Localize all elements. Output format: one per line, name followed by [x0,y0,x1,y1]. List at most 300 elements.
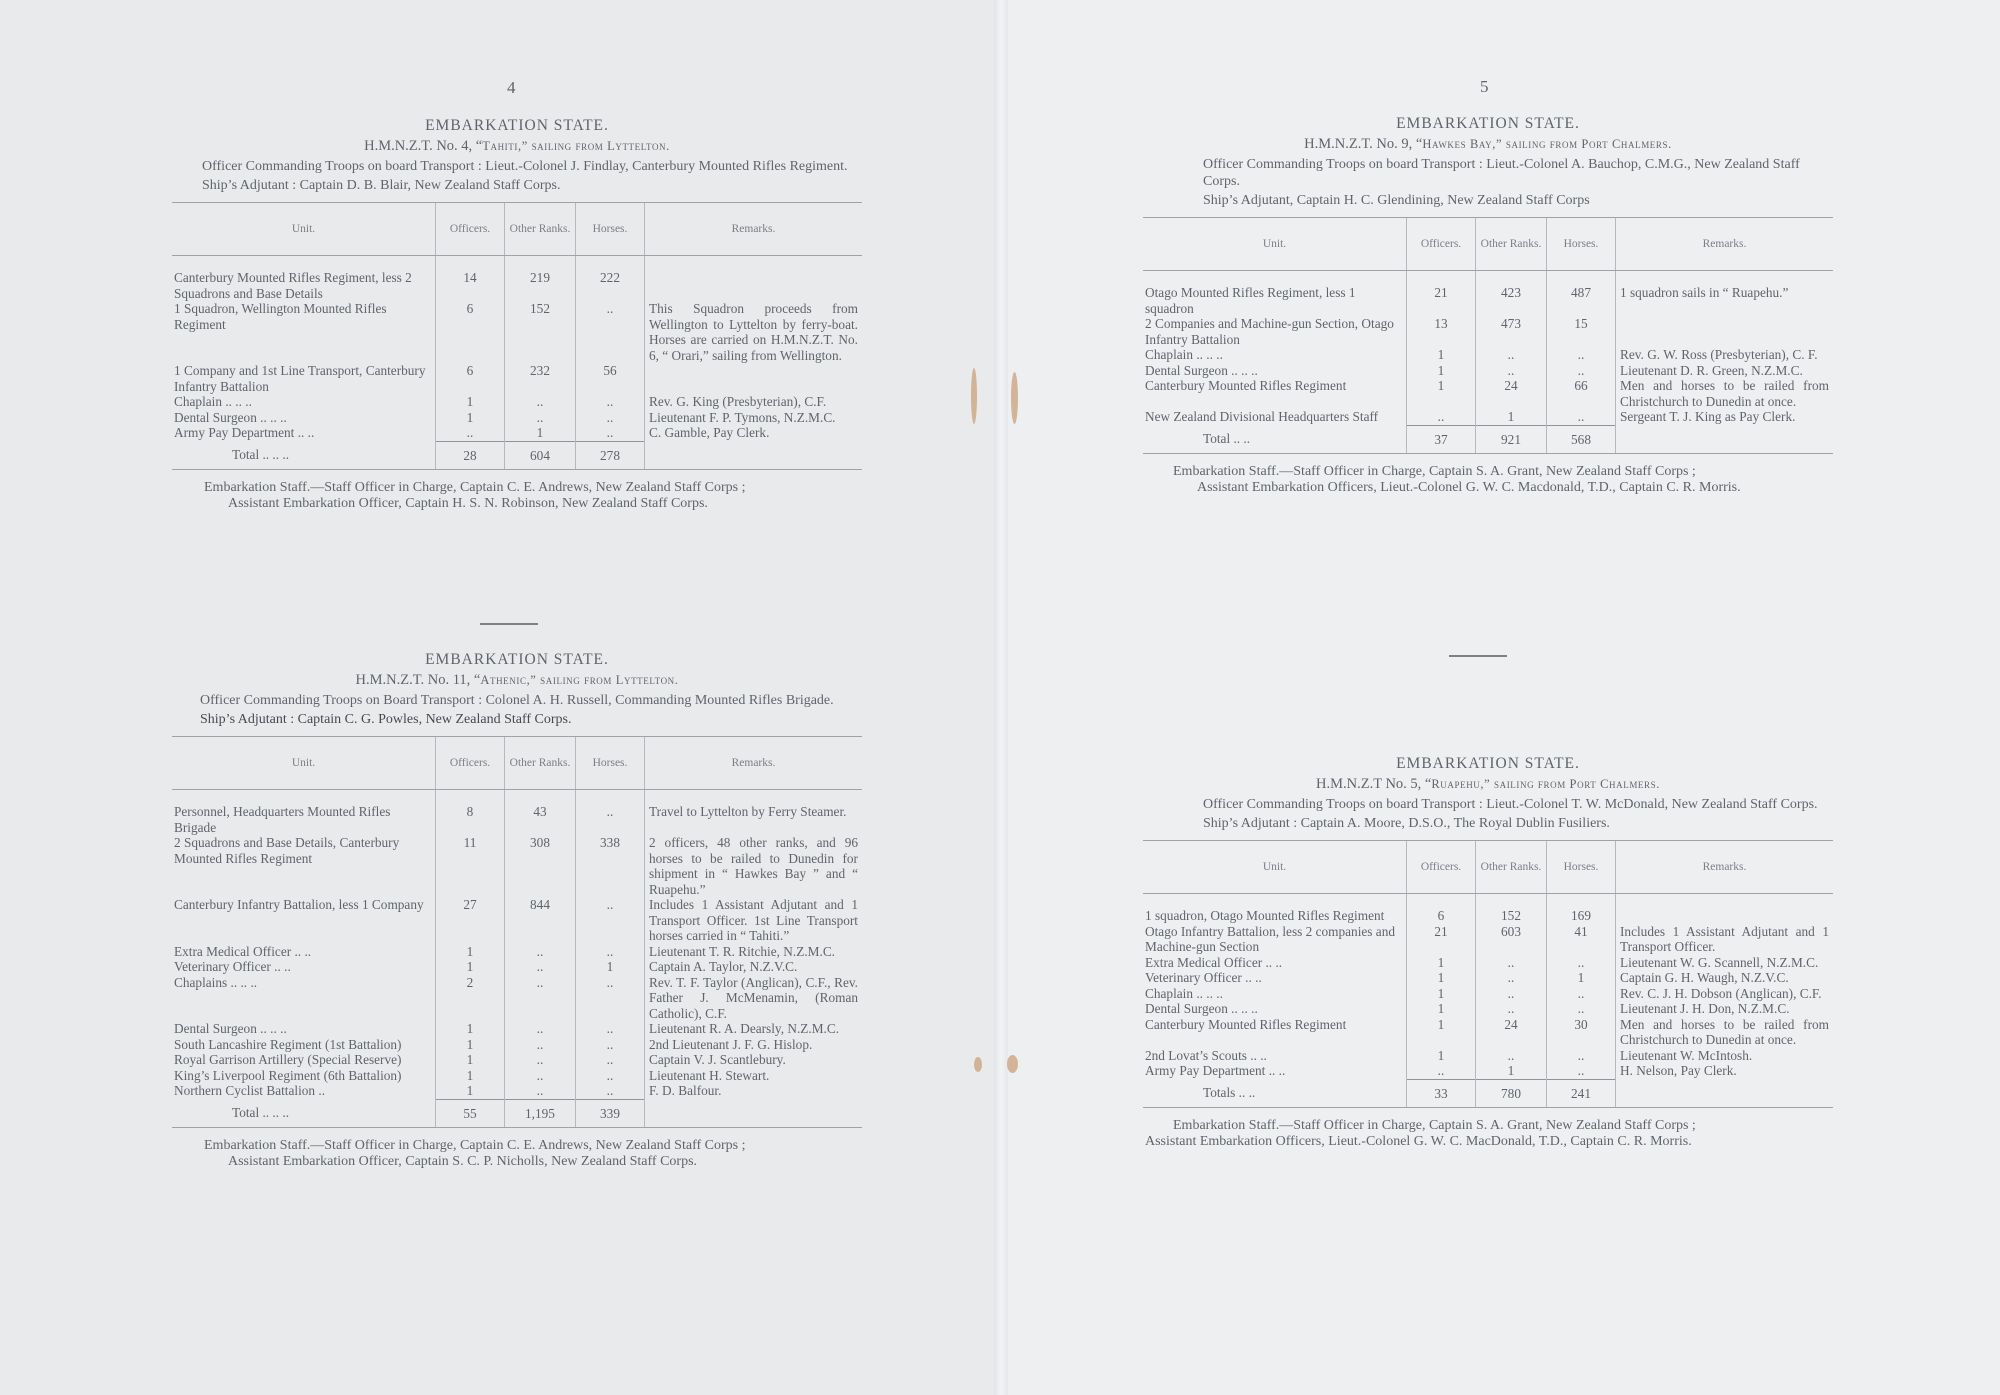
column-header-other-ranks: Other Ranks. [1476,841,1547,894]
cell-horses: .. [576,425,645,441]
table-row [1143,970,1833,986]
total-label: Totals .. .. [1143,1079,1407,1108]
oc-label: Officer Commanding Troops on board Transport : [1203,797,1483,812]
cell-other-ranks: .. [505,975,576,1022]
staff-line: Assistant Embarkation Officers, Lieut.-Colonel G. W. C. Macdonald, T.D., Captain C. R. Morris. [1197,480,1741,495]
page-fold [994,0,1008,1395]
cell-remarks: Men and horses to be railed from Christchurch to Dunedin at once. [1616,378,1834,409]
table-row [172,959,862,975]
cell-horses: .. [576,975,645,1022]
cell-unit: Veterinary Officer .. .. [174,959,291,974]
cell-remarks: H. Nelson, Pay Clerk. [1616,1063,1834,1079]
cell-remarks: Includes 1 Assistant Adjutant and 1 Transport Officer. 1st Line Transport horses carried in “ Tahiti.” [645,897,863,944]
embarkation-table [172,202,862,470]
cell-unit: Extra Medical Officer .. .. [174,943,312,959]
cell-unit: Northern Cyclist Battalion .. [174,1083,326,1098]
cell-other-ranks: 24 [1476,378,1547,409]
total-remarks [1616,425,1834,454]
cell-remarks: Sergeant T. J. King as Pay Clerk. [1616,409,1834,425]
cell-unit: Otago Infantry Battalion, less 2 companies and Machine-gun Section [1145,923,1395,954]
total-horses: 278 [576,441,645,470]
cell-other-ranks: .. [1476,363,1547,379]
cell-unit: Dental Surgeon .. .. .. [174,1021,287,1036]
cell-remarks: 2nd Lieutenant J. F. G. Hislop. [645,1037,863,1053]
ship-line [172,138,862,155]
oc-line [1143,796,1833,813]
cell-horses: 487 [1547,271,1616,317]
cell-other-ranks: .. [1476,955,1547,971]
cell-unit: 1 Company and 1st Line Transport, Canterbury Infantry Battalion [174,363,426,394]
oc-label: Officer Commanding Troops on board Transport : [1203,157,1483,172]
adjutant-label: Ship’s Adjutant : [1203,816,1298,831]
cell-officers: 1 [436,1037,505,1053]
cell-remarks [645,256,863,302]
table-row [1143,363,1833,379]
total-other-ranks: 1,195 [505,1099,576,1128]
cell-unit: New Zealand Divisional Headquarters Staff [1145,409,1379,424]
staff-line: Embarkation Staff.—Staff Officer in Charge, Captain S. A. Grant, New Zealand Staff Corps ; [1173,1118,1696,1133]
cell-horses: 1 [1547,970,1616,986]
cell-remarks: This Squadron proceeds from Wellington to Lyttelton by ferry-boat. Horses are carried on H.M.N.Z.T. No. 6, “ Orari,” sailing from Wellington. [645,301,863,363]
section-title: EMBARKATION STATE. [425,651,609,668]
cell-officers: 1 [1407,1017,1476,1048]
cell-other-ranks: 232 [505,363,576,394]
adjutant-text: Captain A. Moore, D.S.O., The Royal Dublin Fusiliers. [1300,816,1610,831]
cell-unit: Army Pay Department .. .. [1145,1063,1286,1078]
total-officers: 55 [436,1099,505,1128]
total-officers: 33 [1407,1079,1476,1108]
cell-officers: .. [1407,409,1476,425]
ship-prefix: H.M.N.Z.T. No. 11, “ [355,672,481,688]
table-row [172,1068,862,1084]
adjutant-label: Ship’s Adjutant, [1203,193,1294,208]
column-header-officers: Officers. [436,737,505,790]
section-title: EMBARKATION STATE. [1396,115,1580,132]
column-header-other-ranks: Other Ranks. [505,737,576,790]
table-row [1143,1048,1833,1064]
cell-other-ranks: 473 [1476,316,1547,347]
cell-other-ranks: .. [505,944,576,960]
cell-other-ranks: .. [505,1083,576,1099]
cell-unit: Chaplain .. .. .. [1145,347,1223,362]
cell-remarks: F. D. Balfour. [645,1083,863,1099]
cell-unit: Chaplain .. .. .. [174,394,252,409]
cell-remarks: Lieutenant R. A. Dearsly, N.Z.M.C. [645,1021,863,1037]
cell-other-ranks: 1 [1476,409,1547,425]
cell-remarks: Rev. G. W. Ross (Presbyterian), C. F. [1616,347,1834,363]
embarkation-table [1143,217,1833,454]
cell-remarks: 1 squadron sails in “ Ruapehu.” [1616,271,1834,317]
oc-label: Officer Commanding Troops on Board Transport : [200,693,483,708]
rust-stain [1011,372,1018,424]
column-header-officers: Officers. [1407,841,1476,894]
cell-unit: Otago Mounted Rifles Regiment, less 1 squadron [1145,285,1356,316]
oc-label: Officer Commanding Troops on board Transport : [202,159,482,174]
cell-officers: 1 [436,394,505,410]
cell-officers: 1 [436,1052,505,1068]
column-header-horses: Horses. [1547,218,1616,271]
cell-other-ranks: .. [505,1068,576,1084]
ship-suffix: ,” sailing from Lyttelton. [517,139,670,153]
cell-officers: 11 [436,835,505,897]
column-header-remarks: Remarks. [1616,841,1834,894]
cell-officers: 8 [436,790,505,836]
column-header-remarks: Remarks. [1616,218,1834,271]
total-horses: 241 [1547,1079,1616,1108]
cell-officers: 1 [436,1083,505,1099]
cell-other-ranks: 24 [1476,1017,1547,1048]
cell-other-ranks: 603 [1476,924,1547,955]
cell-unit: Extra Medical Officer .. .. [1145,954,1283,970]
total-remarks [1616,1079,1834,1108]
column-header-remarks: Remarks. [645,203,863,256]
cell-remarks: Men and horses to be railed from Christchurch to Dunedin at once. [1616,1017,1834,1048]
oc-line [1143,156,1833,190]
total-officers: 28 [436,441,505,470]
cell-unit: Royal Garrison Artillery (Special Reserve) [174,1052,402,1067]
column-header-horses: Horses. [576,737,645,790]
cell-remarks: Rev. C. J. H. Dobson (Anglican), C.F. [1616,986,1834,1002]
embarkation-section-hawkes-bay [1143,115,1833,496]
table-row [172,897,862,944]
ship-suffix: ,” sailing from Port Chalmers. [1492,137,1672,151]
cell-unit: Veterinary Officer .. .. [1145,970,1262,985]
oc-text: Lieut.-Colonel J. Findlay, Canterbury Mounted Rifles Regiment. [485,159,848,174]
ship-name: Athenic [480,673,527,687]
table-row [172,394,862,410]
table-row [172,363,862,394]
table-total-row [1143,1079,1833,1108]
table-header-row [172,203,862,256]
cell-unit: Chaplain .. .. .. [1145,985,1223,1001]
total-label: Total .. .. .. [172,1099,436,1128]
cell-horses: .. [576,1083,645,1099]
cell-other-ranks: .. [505,959,576,975]
table-row [172,1037,862,1053]
adjutant-label: Ship’s Adjutant : [200,712,295,727]
ship-suffix: ,” sailing from Lyttelton. [526,673,679,687]
cell-horses: .. [576,1052,645,1068]
table-row [172,425,862,441]
rust-stain [974,1057,982,1072]
adjutant-line [1143,815,1833,832]
adjutant-text: Captain C. G. Powles, New Zealand Staff Corps. [297,712,572,727]
ship-prefix: H.M.N.Z.T. No. 9, “ [1304,136,1423,152]
cell-horses: .. [1547,1048,1616,1064]
cell-officers: 1 [1407,1048,1476,1064]
cell-officers: 6 [436,301,505,363]
cell-remarks: Lieutenant F. P. Tymons, N.Z.M.C. [645,410,863,426]
oc-text: Colonel A. H. Russell, Commanding Mounted Rifles Brigade. [485,693,834,708]
ship-prefix: H.M.N.Z.T. No. 4, “ [364,138,483,154]
column-header-other-ranks: Other Ranks. [1476,218,1547,271]
cell-other-ranks: .. [1476,986,1547,1002]
cell-horses: .. [576,897,645,944]
oc-line [172,692,862,709]
embarkation-section-tahiti [172,117,862,512]
table-row [172,1021,862,1037]
column-header-officers: Officers. [1407,218,1476,271]
staff-line: Assistant Embarkation Officer, Captain H. S. N. Robinson, New Zealand Staff Corps. [228,496,708,511]
cell-remarks [645,363,863,394]
total-officers: 37 [1407,425,1476,454]
cell-horses: .. [576,394,645,410]
cell-horses: .. [1547,955,1616,971]
table-row [172,1083,862,1099]
adjutant-text: Captain D. B. Blair, New Zealand Staff Corps. [299,178,561,193]
cell-unit: Dental Surgeon .. .. .. [1145,362,1258,378]
embarkation-staff [1143,464,1833,496]
cell-horses: 1 [576,959,645,975]
cell-other-ranks: 423 [1476,271,1547,317]
cell-horses: .. [1547,347,1616,363]
cell-remarks: Includes 1 Assistant Adjutant and 1 Transport Officer. [1616,924,1834,955]
cell-remarks: C. Gamble, Pay Clerk. [645,425,863,441]
cell-officers: .. [436,425,505,441]
column-header-other-ranks: Other Ranks. [505,203,576,256]
cell-remarks: Captain G. H. Waugh, N.Z.V.C. [1616,970,1834,986]
cell-other-ranks: 844 [505,897,576,944]
cell-other-ranks: .. [505,1037,576,1053]
table-row [1143,894,1833,924]
table-row [172,1052,862,1068]
cell-officers: 1 [436,1021,505,1037]
cell-unit: Canterbury Mounted Rifles Regiment [1145,1016,1347,1032]
section-title: EMBARKATION STATE. [425,117,609,134]
total-label: Total .. .. .. [172,441,436,470]
total-other-ranks: 921 [1476,425,1547,454]
page-number: 5 [1480,77,1489,96]
ship-line [172,672,862,689]
table-row [172,256,862,302]
total-horses: 339 [576,1099,645,1128]
ship-line [1143,776,1833,793]
cell-remarks: Captain A. Taylor, N.Z.V.C. [645,959,863,975]
ship-name: Ruapehu [1431,777,1481,791]
cell-other-ranks: 1 [1476,1063,1547,1079]
cell-unit: Chaplains .. .. .. [174,974,258,990]
cell-other-ranks: .. [1476,970,1547,986]
table-total-row [172,1099,862,1128]
table-header-row [1143,218,1833,271]
cell-unit: 1 squadron, Otago Mounted Rifles Regiment [1145,908,1385,923]
cell-officers: 1 [1407,363,1476,379]
cell-horses: 169 [1547,894,1616,924]
cell-officers: 21 [1407,924,1476,955]
cell-unit: Canterbury Mounted Rifles Regiment, less 2 Squadrons and Base Details [174,270,412,301]
adjutant-text: Captain H. C. Glendining, New Zealand Staff Corps [1296,193,1590,208]
table-total-row [1143,425,1833,454]
cell-horses: .. [576,301,645,363]
cell-officers: 2 [436,975,505,1022]
embarkation-table [172,736,862,1128]
cell-horses: .. [576,410,645,426]
cell-horses: .. [576,1021,645,1037]
cell-other-ranks: 219 [505,256,576,302]
cell-unit: 2nd Lovat’s Scouts .. .. [1145,1047,1267,1063]
cell-remarks: Lieutenant W. McIntosh. [1616,1048,1834,1064]
ship-name: Hawkes Bay [1422,137,1493,151]
cell-officers: 1 [1407,986,1476,1002]
table-row [1143,924,1833,955]
cell-horses: .. [576,790,645,836]
cell-horses: .. [576,1037,645,1053]
table-header-row [172,737,862,790]
cell-remarks: Rev. T. F. Taylor (Anglican), C.F., Rev. Father J. McMenamin, (Roman Catholic), C.F. [645,975,863,1022]
cell-officers: 1 [1407,970,1476,986]
cell-remarks: Rev. G. King (Presbyterian), C.F. [645,394,863,410]
staff-line: Embarkation Staff.—Staff Officer in Charge, Captain C. E. Andrews, New Zealand Staff Corps ; [204,480,746,495]
cell-officers: 1 [1407,347,1476,363]
cell-horses: 222 [576,256,645,302]
table-row [172,944,862,960]
cell-unit: Canterbury Mounted Rifles Regiment [1145,378,1347,393]
column-header-unit: Unit. [1143,841,1407,894]
table-row [1143,955,1833,971]
ship-prefix: H.M.N.Z.T No. 5, “ [1316,776,1432,792]
total-other-ranks: 604 [505,441,576,470]
embarkation-staff [172,480,862,512]
table-header-row [1143,841,1833,894]
table-row [1143,986,1833,1002]
ship-line [1143,136,1833,153]
staff-line: Embarkation Staff.—Staff Officer in Charge, Captain C. E. Andrews, New Zealand Staff Corps ; [204,1138,746,1153]
table-row [1143,1001,1833,1017]
cell-unit: 2 Squadrons and Base Details, Canterbury Mounted Rifles Regiment [174,835,400,866]
cell-officers: 6 [1407,894,1476,924]
table-row [172,301,862,363]
table-row [1143,1017,1833,1048]
cell-other-ranks: 1 [505,425,576,441]
table-row [1143,347,1833,363]
cell-other-ranks: 308 [505,835,576,897]
cell-horses: .. [1547,1001,1616,1017]
cell-officers: 1 [436,410,505,426]
table-row [172,975,862,1022]
section-divider [480,623,538,625]
table-row [1143,409,1833,425]
adjutant-line [172,711,862,728]
rust-stain [971,368,977,424]
table-row [1143,1063,1833,1079]
column-header-remarks: Remarks. [645,737,863,790]
table-row [172,835,862,897]
table-row [172,410,862,426]
embarkation-staff [172,1138,862,1170]
total-remarks [645,441,863,470]
column-header-officers: Officers. [436,203,505,256]
cell-remarks: Lieutenant T. R. Ritchie, N.Z.M.C. [645,944,863,960]
cell-officers: 14 [436,256,505,302]
cell-horses: 41 [1547,924,1616,955]
section-title: EMBARKATION STATE. [1396,755,1580,772]
cell-officers: 1 [436,944,505,960]
embarkation-section-athenic [172,651,862,1170]
cell-unit: 2 Companies and Machine-gun Section, Otago Infantry Battalion [1145,316,1394,347]
table-row [172,790,862,836]
cell-other-ranks: .. [505,394,576,410]
cell-other-ranks: 43 [505,790,576,836]
column-header-horses: Horses. [576,203,645,256]
ship-suffix: ,” sailing from Port Chalmers. [1480,777,1660,791]
embarkation-table [1143,840,1833,1108]
table-row [1143,316,1833,347]
cell-other-ranks: .. [1476,1001,1547,1017]
cell-other-ranks: 152 [505,301,576,363]
adjutant-line [1143,192,1833,209]
cell-officers: 1 [1407,955,1476,971]
cell-officers: 21 [1407,271,1476,317]
rust-stain [1007,1055,1018,1073]
cell-remarks [1616,316,1834,347]
cell-officers: .. [1407,1063,1476,1079]
total-label: Total .. .. [1143,425,1407,454]
cell-officers: 1 [436,1068,505,1084]
cell-other-ranks: 152 [1476,894,1547,924]
total-remarks [645,1099,863,1128]
cell-horses: 338 [576,835,645,897]
cell-other-ranks: .. [505,1021,576,1037]
staff-line: Embarkation Staff.—Staff Officer in Charge, Captain S. A. Grant, New Zealand Staff Corps ; [1173,464,1696,479]
cell-horses: 66 [1547,378,1616,409]
column-header-horses: Horses. [1547,841,1616,894]
cell-officers: 1 [1407,378,1476,409]
cell-officers: 1 [436,959,505,975]
cell-remarks: Lieutenant D. R. Green, N.Z.M.C. [1616,363,1834,379]
cell-remarks [1616,894,1834,924]
cell-unit: Dental Surgeon .. .. .. [1145,1001,1258,1016]
column-header-unit: Unit. [172,737,436,790]
cell-unit: Army Pay Department .. .. [174,425,315,440]
cell-horses: 56 [576,363,645,394]
cell-horses: 30 [1547,1017,1616,1048]
total-horses: 568 [1547,425,1616,454]
oc-text: Lieut.-Colonel A. Bauchop, C.M.G., New Zealand Staff Corps. [1203,157,1800,189]
section-divider [1449,655,1507,657]
cell-horses: .. [1547,986,1616,1002]
cell-horses: .. [576,944,645,960]
column-header-unit: Unit. [172,203,436,256]
cell-officers: 1 [1407,1001,1476,1017]
embarkation-section-ruapehu [1143,755,1833,1150]
cell-remarks: Travel to Lyttelton by Ferry Steamer. [645,790,863,836]
cell-horses: .. [1547,1063,1616,1079]
adjutant-label: Ship’s Adjutant : [202,178,297,193]
cell-remarks: Captain V. J. Scantlebury. [645,1052,863,1068]
oc-line [172,158,862,175]
cell-other-ranks: .. [1476,347,1547,363]
cell-horses: 15 [1547,316,1616,347]
cell-remarks: 2 officers, 48 other ranks, and 96 horses to be railed to Dunedin for shipment in “ Hawkes Bay ” and “ Ruapehu.” [645,835,863,897]
cell-officers: 27 [436,897,505,944]
total-other-ranks: 780 [1476,1079,1547,1108]
table-total-row [172,441,862,470]
column-header-unit: Unit. [1143,218,1407,271]
cell-unit: Personnel, Headquarters Mounted Rifles Brigade [174,804,391,835]
cell-horses: .. [1547,409,1616,425]
cell-remarks: Lieutenant J. H. Don, N.Z.M.C. [1616,1001,1834,1017]
cell-unit: South Lancashire Regiment (1st Battalion) [174,1036,402,1052]
cell-remarks: Lieutenant W. G. Scannell, N.Z.M.C. [1616,955,1834,971]
table-row [1143,271,1833,317]
cell-unit: 1 Squadron, Wellington Mounted Rifles Regiment [174,301,387,332]
cell-unit: Canterbury Infantry Battalion, less 1 Company [174,897,424,912]
cell-officers: 6 [436,363,505,394]
adjutant-line [172,177,862,194]
table-row [1143,378,1833,409]
staff-line: Assistant Embarkation Officers, Lieut.-Colonel G. W. C. MacDonald, T.D., Captain C. R. Morris. [1145,1134,1692,1149]
cell-remarks: Lieutenant H. Stewart. [645,1068,863,1084]
